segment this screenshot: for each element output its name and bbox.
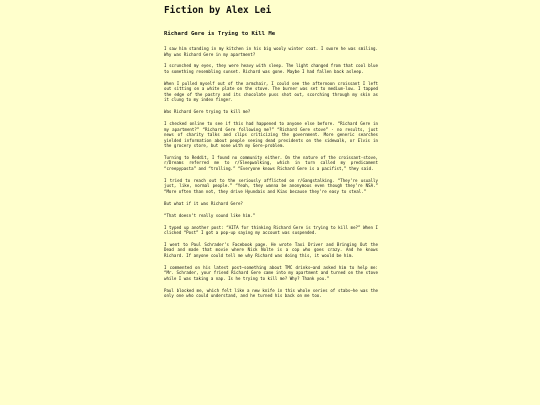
- story-paragraph: I tried to reach out to the seriously afflicted on r/Gangstalking. “They’re usually just, like, normal people.” “Yeah, they wanna be anonymous even though they’re NSA.” “More often than not, they drive Hyundais and Kias because they’re easy to steal.”: [164, 177, 378, 194]
- story-title: Richard Gere is Trying to Kill Me: [164, 31, 276, 37]
- story-paragraph: But what if it was Richard Gere?: [164, 200, 243, 206]
- story-paragraph: I went to Paul Schrader’s Facebook page. He wrote Taxi Driver and Bringing Out the Dead and made that movie where Nick Nolte is a cop who goes crazy. And he knows Richard. If anyone could tell me why Richard was doing this, it would be him.: [164, 241, 378, 258]
- story-paragraph: “That doesn’t really sound like him.”: [164, 212, 256, 218]
- story-paragraph: I saw him standing in my kitchen in his big wooly winter coat. I swore he was smiling. Why was Richard Gere in my apartment?: [164, 46, 378, 57]
- story-body: [164, 46, 378, 299]
- story-paragraph: I checked online to see if this had happened to anyone else before. “Richard Gere in my apartment?” “Richard Gere following me?” “Richard Gere stove” - no results, just news of charity talks and clips criticizing the government. More generic searches yielded information about people seeing dead presidents on the sidewalk, or Elvis in the grocery store, but none with my Gere-problem.: [164, 121, 378, 149]
- story-paragraph: I scrunched my eyes, they were heavy with sleep. The light changed from that cool blue to something resembling sunset. Richard was gone. Maybe I had fallen back asleep.: [164, 63, 378, 74]
- site-title[interactable]: Fiction by Alex Lei: [164, 5, 272, 16]
- story-paragraph: Paul blocked me, which felt like a new knife in this whole series of stabs—he was the only one who could understand, and he turned his back on me too.: [164, 287, 378, 299]
- story-paragraph: Was Richard Gere trying to kill me?: [164, 109, 251, 115]
- story-paragraph: When I pulled myself out of the armchair, I could see the afternoon croissant I left out sitting on a white plate on the stove. The burner was set to medium-low. I tapped the edge of the pastry and its chocolate puss shot out, scorching through my skin as it clung to my index finger.: [164, 80, 378, 103]
- story-paragraph: I typed up another post: “AITA for thinking Richard Gere is trying to kill me?” When I clicked “Post” I got a pop-up saying my account was suspended.: [164, 224, 378, 236]
- page-content: [164, 0, 378, 305]
- story-paragraph: I commented on his latest post—something about TMC drinks—and asked him to help me: “Mr. Schrader, your friend Richard Gere came into my apartment and turned on the stove while I was taking a nap. Is he trying to kill me? Why? Thank you.”: [164, 264, 378, 281]
- story-paragraph: Turning to Reddit, I found no community either. On the nature of the croissant-stove, r/Dreams referred me to r/Sleepwalking, which in turn called my predicament “creepypasta” and “trolling.” “Everyone knows Richard Gere is a pacifist,” they said.: [164, 154, 378, 171]
